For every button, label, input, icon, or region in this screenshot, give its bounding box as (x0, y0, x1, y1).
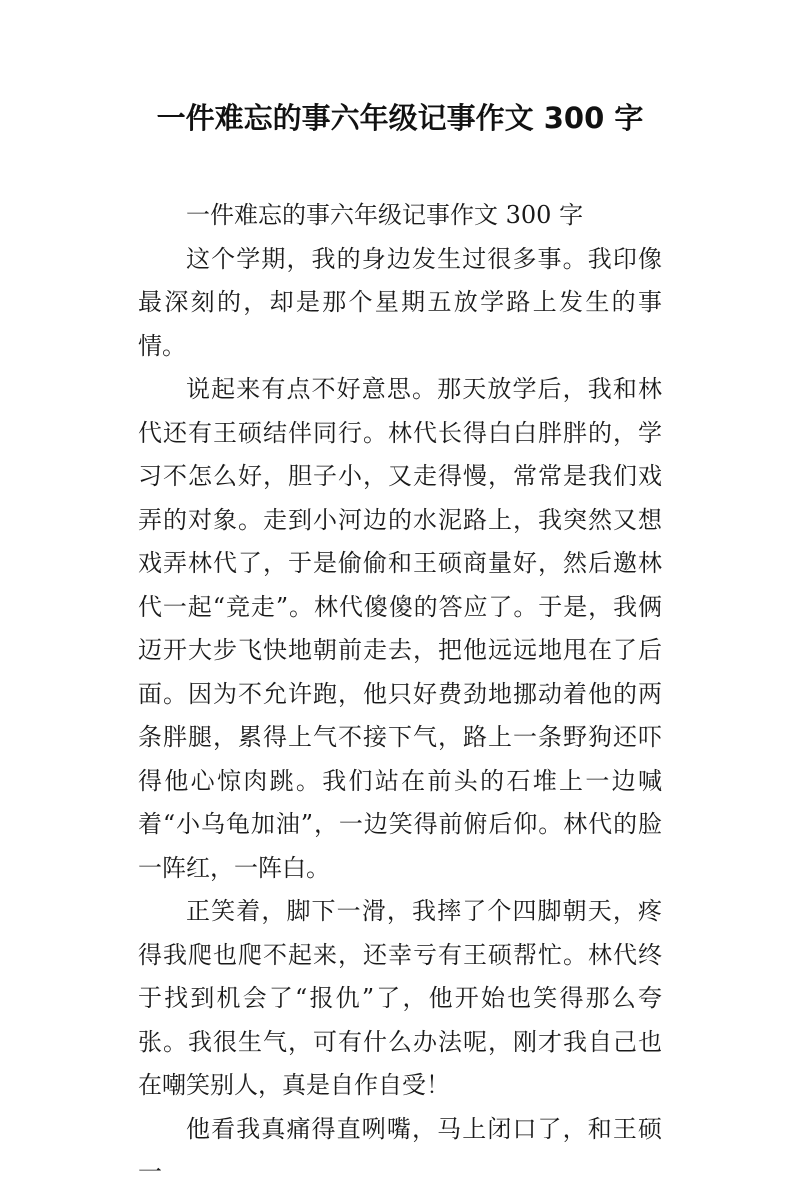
paragraph: 这个学期，我的身边发生过很多事。我印像最深刻的，却是那个星期五放学路上发生的事情。 (138, 244, 662, 360)
paragraph: 正笑着，脚下一滑，我摔了个四脚朝天，疼得我爬也爬不起来，还幸亏有王硕帮忙。林代终于找到机会了“报仇”了，他开始也笑得那么夸张。我很生气，可有什么办法呢，刚才我自己也在嘲笑别人，真是自作自受！ (138, 897, 662, 1099)
paragraph: 说起来有点不好意思。那天放学后，我和林代还有王硕结伴同行。林代长得白白胖胖的，学习不怎么好，胆子小，又走得慢，常常是我们戏弄的对象。走到小河边的水泥路上，我突然又想戏弄林代了，于是偷偷和王硕商量好，然后邀林代一起“竞走”。林代傻傻的答应了。于是，我俩迈开大步飞快地朝前走去，把他远远地甩在了后面。因为不允许跑，他只好费劲地挪动着他的两条胖腿，累得上气不接下气，路上一条野狗还吓得他心惊肉跳。我们站在前头的石堆上一边喊着“小乌龟加油”，一边笑得前俯后仰。林代的脸一阵红，一阵白。 (138, 375, 662, 882)
paragraph: 他看我真痛得直咧嘴，马上闭口了，和王硕一 (138, 1114, 662, 1186)
document-body (138, 194, 662, 1195)
document-title: 一件难忘的事六年级记事作文 300 字 (156, 101, 644, 135)
paragraph-subtitle: 一件难忘的事六年级记事作文 300 字 (186, 201, 584, 229)
